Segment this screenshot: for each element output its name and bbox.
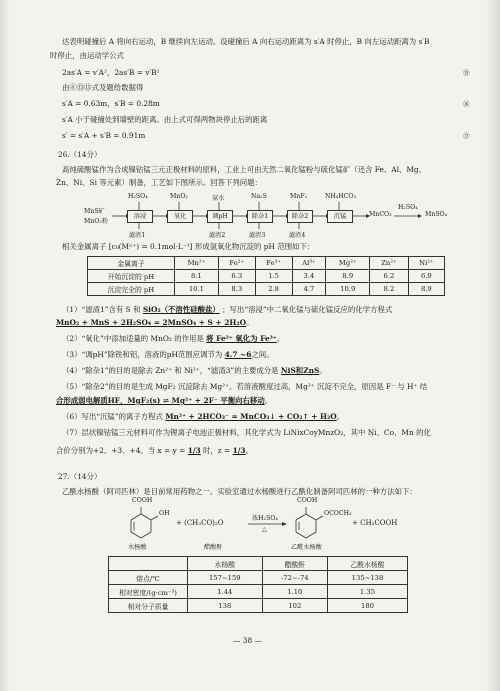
table-header-cell: Zn²⁺ <box>370 257 409 270</box>
aspirin-name: 乙酰水杨酸 <box>291 544 322 551</box>
q26-a2-prefix: （2）“氧化”中添加适量的 MnO₂ 的作用是 <box>62 334 204 343</box>
table-row <box>109 585 408 599</box>
physics-equation-1: 2as′A = v′A²，2as′B = v′B² <box>62 68 160 77</box>
q26-a7-middle: 时，z = <box>200 446 233 455</box>
q26-a3-prefix: （3）“调pH”除铁和铝，溶液的pH范围应调节为 <box>62 350 223 359</box>
q26-a7-answer-z: 1/3 <box>232 446 246 455</box>
salicylic-oh-label: OH <box>159 510 170 517</box>
flow-step-precipitate-mn: 沉锰 <box>327 210 353 223</box>
table-header-cell: 醋酸酐 <box>262 557 327 571</box>
q26-a4-end: 。 <box>319 366 327 375</box>
flow-reagent-final-h2so4: H₂SO₄ <box>398 204 418 211</box>
reaction-plus-acetic-acid: + CH₃COOH <box>352 519 398 527</box>
flow-feed-mno2: MnO₂粉 <box>84 218 109 225</box>
physics-line-1: 达表明碰撞后 A 将向右运动，B 继续向左运动。设碰撞后 A 向右运动距离为 s′A 时停止，B 向左运动距离为 s′B <box>62 37 430 46</box>
table-cell: 沉淀完全的 pH <box>88 283 175 296</box>
table-cell: 3.4 <box>292 270 326 283</box>
flow-feed-mns: MnS矿 <box>84 208 105 215</box>
table-cell: 8.9 <box>326 270 370 283</box>
physics-equation-3: s′ = s′A + s′B = 0.91m <box>62 131 146 140</box>
flow-reagent-ammonia: 氨水 <box>212 195 225 202</box>
q26-a1-prefix: （1）“滤渣1”含有 S 和 <box>62 305 141 314</box>
table-header-cell: Ni²⁺ <box>408 257 444 270</box>
compound-properties-table <box>108 556 408 613</box>
flow-reagent-na2s: Na₂S <box>251 193 267 200</box>
table-cell: 10.1 <box>175 283 219 296</box>
q26-intro-2: Zn、Ni、Si 等元素）制备，工艺如下图所示。回答下列问题： <box>56 178 262 187</box>
equation-number-15: ⑮ <box>463 69 470 77</box>
table-header-row <box>109 557 408 571</box>
q26-a1-equation: MnO₂ + MnS + 2H₂SO₄ = 2MnSO₄ + S + 2H₂O <box>56 318 247 327</box>
flow-step-leaching: 溶浸 <box>127 210 153 223</box>
table-cell: 6.3 <box>218 270 255 283</box>
q26-a1-end: 。 <box>246 318 254 327</box>
table-cell: 相对分子质量 <box>109 599 188 613</box>
flow-reagent-h2so4: H₂SO₄ <box>128 193 148 200</box>
flow-step-impurity-1: 除杂1 <box>247 210 273 223</box>
q26-a3-end: 之间。 <box>251 350 274 359</box>
physics-line-2: 时停止，由运动学公式 <box>50 51 124 60</box>
q26-answer-7-line: （7）层状镍钴锰三元材料可作为锂离子电池正极材料，其化学式为 LiNixCoyMnzO₂，其中 Ni、Co、Mn 的化 <box>62 428 431 437</box>
table-cell: 102 <box>262 599 327 613</box>
q26-intro-1: 高纯硫酸锰作为合成镍钴锰三元正极材料的原料，工业上可由天然二氧化锰粉与硫化锰矿（还含 Fe、Al、Mg、 <box>62 165 427 174</box>
physics-line-3: 由⑥⑬⑮式及题给数据得 <box>62 83 144 92</box>
table-header-cell: Fe²⁺ <box>218 257 255 270</box>
physics-line-4: s′A 小于碰撞处到墙壁的距离。由上式可得两物块停止后的距离 <box>62 115 268 124</box>
table-cell: -72~-74 <box>262 571 327 585</box>
table-cell: 157~159 <box>188 571 263 585</box>
table-header-cell: Fe³⁺ <box>255 257 292 270</box>
aspirin-cooh-label: COOH <box>297 497 318 504</box>
table-cell: 6.9 <box>408 270 444 283</box>
q26-a4-prefix: （4）“除杂1”的目的是除去 Zn²⁺ 和 Ni²⁺，“滤渣3”的主要成分是 <box>62 366 279 375</box>
table-cell: 熔点/℃ <box>109 571 188 585</box>
flow-reagent-nh4hco3: NH₄HCO₃ <box>325 193 356 200</box>
table-cell: 8.9 <box>408 283 444 296</box>
q26-a7-end: 。 <box>245 446 253 455</box>
page-number: — 38 — <box>233 636 262 645</box>
table-cell: 开始沉淀的 pH <box>88 270 175 283</box>
q26-a3-answer: 4.7 ~6 <box>224 350 252 359</box>
flow-reagent-mnf2: MnF₂ <box>290 193 308 200</box>
flow-residue-1: 滤渣1 <box>129 232 146 239</box>
table-cell: 1.10 <box>262 585 327 599</box>
q26-a2-answer: 将 Fe²⁺ 氧化为 Fe³⁺ <box>206 334 277 343</box>
salicylic-acid-name: 水杨酸 <box>128 544 147 551</box>
table-cell: 1.35 <box>328 585 408 599</box>
reaction-plus-anhydride: + (CH₃CO)₂O <box>176 519 224 527</box>
table-header-cell <box>109 557 188 571</box>
reaction-condition-acid: 浓H₂SO₄ <box>252 515 278 522</box>
equation-number-17: ⑰ <box>463 132 470 140</box>
table-cell: 1.5 <box>255 270 292 283</box>
table-cell: 8.3 <box>218 283 255 296</box>
table-header-cell: 乙酰水杨酸 <box>328 557 408 571</box>
reaction-condition-heat: △ <box>262 526 267 533</box>
table-cell: 2.8 <box>255 283 292 296</box>
q26-heading: 26.（14分） <box>58 150 102 159</box>
flow-residue-3: 滤渣3 <box>249 232 266 239</box>
q26-a5-answer: 合形成弱电解质HF，MgF₂(s) ⇌ Mg²⁺ + 2F⁻ 平衡向右移动 <box>56 396 265 405</box>
table-row <box>109 599 408 613</box>
q26-a7-answer-x: 1/3 <box>187 446 201 455</box>
table-cell: 相对密度/(g·cm⁻³) <box>109 585 188 599</box>
flow-residue-2: 滤渣2 <box>209 232 226 239</box>
q26-answer-5-line: （5）“除杂2”的目的是生成 MgF₂ 沉淀除去 Mg²⁺。若溶液酸度过高，Mg²⁺ 沉淀不完全，原因是 F⁻ 与 H⁺ 结 <box>62 382 428 391</box>
flow-step-impurity-2: 除杂2 <box>287 210 313 223</box>
table-header-cell: Mn²⁺ <box>175 257 219 270</box>
flow-residue-4: 滤渣4 <box>289 232 306 239</box>
acetic-anhydride-name: 醋酸酐 <box>204 544 223 551</box>
q26-a2-end: 。 <box>276 334 285 343</box>
q27-heading: 27.（14分） <box>58 472 102 481</box>
q26-table-intro: 相关金属离子 [c₀(Mⁿ⁺) = 0.1mol·L⁻¹] 形成氢氧化物沉淀的 pH 范围如下： <box>62 242 315 251</box>
q26-a6-answer: Mn²⁺ + 2HCO₃⁻ = MnCO₃↓ + CO₂↑ + H₂O <box>165 412 337 421</box>
table-cell: 4.7 <box>292 283 326 296</box>
table-cell: 8.1 <box>175 270 219 283</box>
table-header-cell: 金属离子 <box>88 257 175 270</box>
table-cell: 135~138 <box>328 571 408 585</box>
q26-a4-answer: NiS和ZnS <box>280 366 320 375</box>
table-cell: 138 <box>188 599 263 613</box>
table-header-cell: Mg²⁺ <box>326 257 370 270</box>
flow-step-adjust-ph: 调pH <box>207 210 233 223</box>
flow-product-mnco3: MnCO₃ <box>369 211 392 218</box>
table-cell: 6.2 <box>370 270 409 283</box>
physics-equation-2: s′A = 0.63m，s′B = 0.28m <box>62 99 160 108</box>
q26-a6-prefix: （6）写出“沉锰”的离子方程式 <box>62 412 163 421</box>
salicylic-cooh-label: COOH <box>132 497 153 504</box>
q26-a7-prefix: 合价分别为+2、+3、+4。当 x = y = <box>56 446 188 455</box>
flow-product-mnso4: MnSO₄ <box>425 211 448 218</box>
q26-a6-end: 。 <box>336 412 345 421</box>
table-cell: 1.44 <box>188 585 263 599</box>
table-header-cell: Al³⁺ <box>292 257 326 270</box>
flow-reagent-mno2: MnO₂ <box>170 193 188 200</box>
table-cell: 10.9 <box>326 283 370 296</box>
aspirin-ococh3-label: OCOCH₃ <box>324 510 352 517</box>
table-row <box>109 571 408 585</box>
q27-intro: 乙酰水杨酸（阿司匹林）是目前常用药物之一。实验室通过水杨酸进行乙酰化制备阿司匹林的一种方法如下： <box>62 487 417 496</box>
flow-step-oxidation: 氧化 <box>167 210 193 223</box>
table-cell: 180 <box>328 599 408 613</box>
table-cell: 8.2 <box>370 283 409 296</box>
q26-a1-answer: SiO₂（不溶性硅酸盐） <box>142 305 220 314</box>
table-header-cell: 水杨酸 <box>188 557 263 571</box>
q26-a5-end: 。 <box>264 396 273 405</box>
q26-a1-suffix: ；写出“溶浸”中二氧化锰与硫化锰反应的化学方程式 <box>222 305 393 314</box>
equation-number-16: ⑯ <box>463 100 470 108</box>
